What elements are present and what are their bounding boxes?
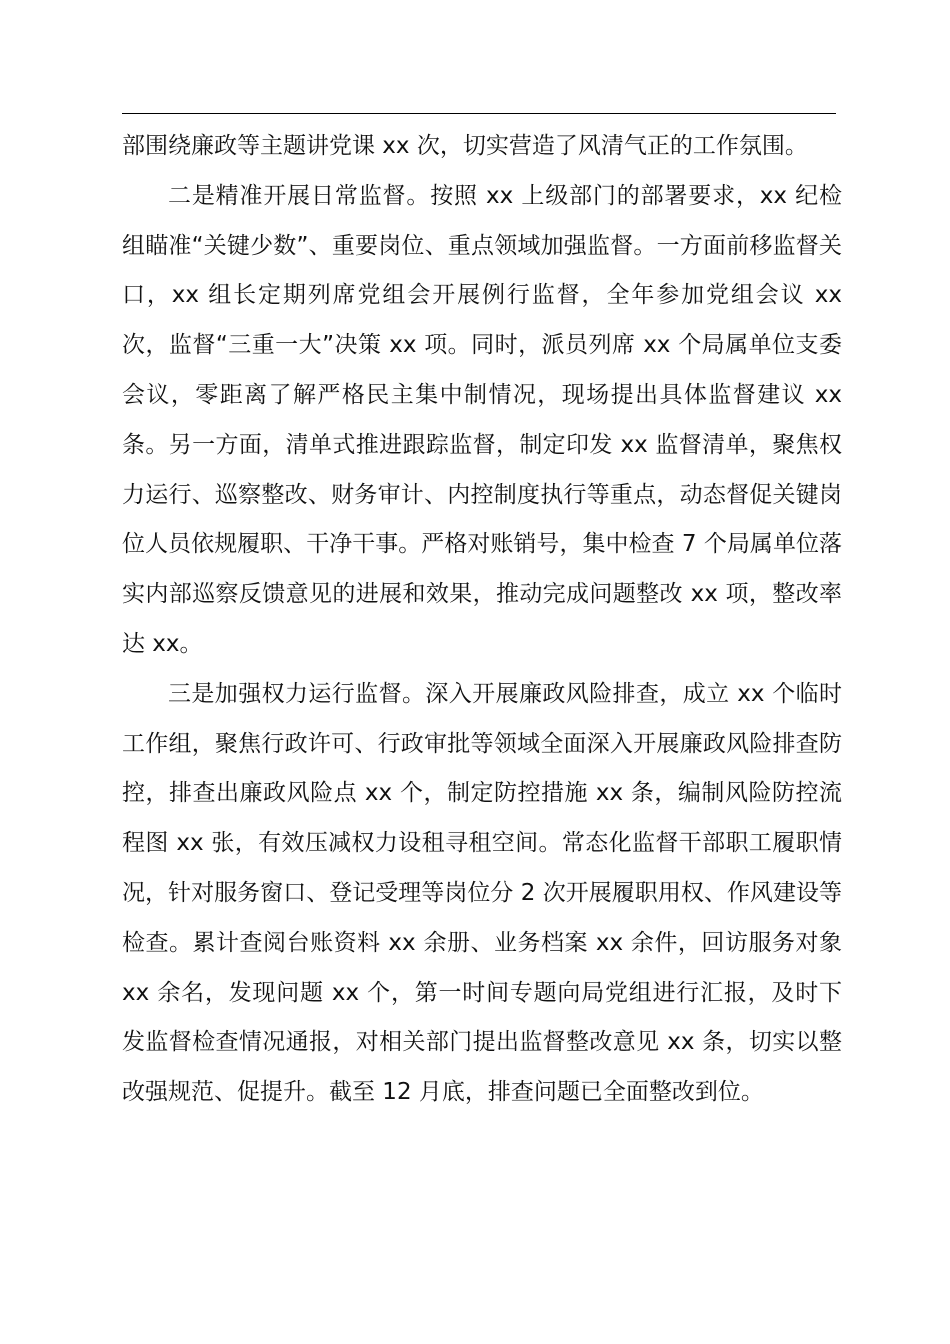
document-body <box>122 122 842 1118</box>
header-rule <box>122 113 836 114</box>
paragraph-daily-supervision: 二是精准开展日常监督。按照 xx 上级部门的部署要求，xx 纪检组瞄准“关键少数”、重要岗位、重点领域加强监督。一方面前移监督关口，xx 组长定期列席党组会开展例行监督，全年参加党组会议 xx 次，监督“三重一大”决策 xx 项。同时，派员列席 xx 个局属单位支委会议，零距离了解严格民主集中制情况，现场提出具体监督建议 xx 条。另一方面，清单式推进跟踪监督，制定印发 xx 监督清单，聚焦权力运行、巡察整改、财务审计、内控制度执行等重点，动态督促关键岗位人员依规履职、干净干事。严格对账销号，集中检查 7 个局属单位落实内部巡察反馈意见的进展和效果，推动完成问题整改 xx 项，整改率达 xx。 <box>122 182 842 657</box>
paragraph-power-supervision: 三是加强权力运行监督。深入开展廉政风险排查，成立 xx 个临时工作组，聚焦行政许可、行政审批等领域全面深入开展廉政风险排查防控，排查出廉政风险点 xx 个，制定防控措施 xx 条，编制风险防控流程图 xx 张，有效压减权力设租寻租空间。常态化监督干部职工履职情况，针对服务窗口、登记受理等岗位分 2 次开展履职用权、作风建设等检查。累计查阅台账资料 xx 余册、业务档案 xx 余件，回访服务对象 xx 余名，发现问题 xx 个，第一时间专题向局党组进行汇报，及时下发监督检查情况通报，对相关部门提出监督整改意见 xx 条，切实以整改强规范、促提升。截至 12 月底，排查问题已全面整改到位。 <box>122 680 842 1106</box>
paragraph-continuation: 部围绕廉政等主题讲党课 xx 次，切实营造了风清气正的工作氛围。 <box>122 133 808 159</box>
